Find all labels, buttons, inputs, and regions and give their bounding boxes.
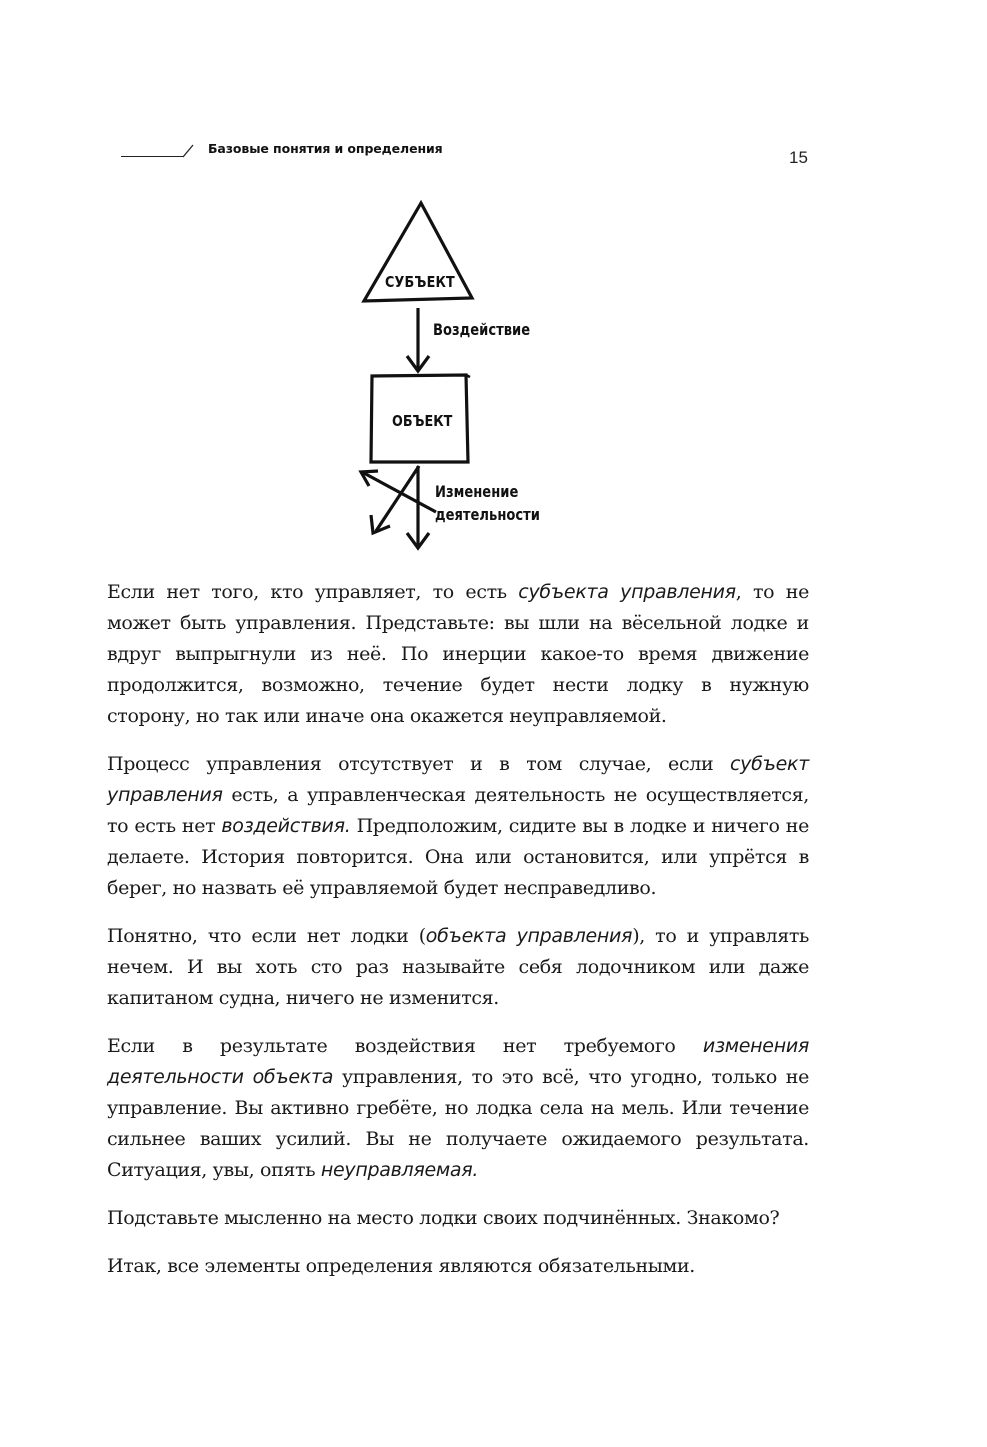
paragraph — [107, 921, 809, 1014]
paragraph-text: есть, а управленческая деятельность не осуществляется, то есть нет — [107, 784, 809, 837]
subject-label: СУБЪЕКТ — [385, 273, 455, 291]
header-rule — [121, 156, 183, 157]
emphasis-text: объекта управления — [425, 925, 633, 947]
paragraph — [107, 749, 809, 904]
emphasis-text: неуправляемая. — [320, 1159, 479, 1181]
paragraph-text: Если нет того, кто управляет, то есть — [107, 581, 519, 603]
emphasis-text: субъект управления — [107, 753, 809, 806]
paragraph — [107, 1031, 809, 1186]
paragraph-text: Итак, все элементы определения являются обязательными. — [107, 1255, 695, 1277]
emphasis-text: воздействия. — [221, 815, 351, 837]
section-title: Базовые понятия и определения — [208, 141, 443, 156]
object-label: ОБЪЕКТ — [392, 412, 453, 430]
paragraph — [107, 1251, 809, 1282]
paragraph — [107, 1203, 809, 1234]
paragraph-text: Процесс управления отсутствует и в том случае, если — [107, 753, 731, 775]
change-arrow-back — [362, 472, 436, 512]
impact-label: Воздействие — [433, 320, 531, 339]
paragraph-text: управления, то это всё, что угодно, только не управление. Вы активно гребёте, но лодка села на мель. Или течение сильнее ваших усилий. Вы не получаете ожидаемого результата. Ситуация, увы, опять — [107, 1066, 809, 1181]
paragraph-text: ), то и управлять нечем. И вы хоть сто раз называйте себя лодочником или даже капитаном судна, ничего не изменится. — [107, 925, 809, 1009]
change-label — [435, 480, 540, 526]
page-number: 15 — [789, 148, 808, 167]
paragraph-text: Подставьте мысленно на место лодки своих подчинённых. Знакомо? — [107, 1207, 780, 1229]
paragraph-text: , то не может быть управления. Представьте: вы шли на вёсельной лодке и вдруг выпрыгнули из неё. По инерции какое-то время движение продолжится, возможно, течение будет нести лодку в нужную сторону, но так или иначе она окажется неуправляемой. — [107, 581, 810, 727]
paragraph-text: Если в результате воздействия нет требуемого — [107, 1035, 703, 1057]
paragraph-text: Предположим, сидите вы в лодке и ничего не делаете. История повторится. Она или остановится, или упрётся в берег, но назвать её управляемой будет несправедливо. — [107, 815, 809, 899]
paragraph — [107, 577, 809, 732]
change-label-line2: деятельности — [435, 505, 540, 524]
body-text — [107, 577, 809, 1299]
management-diagram — [340, 190, 580, 560]
emphasis-text: субъекта управления — [518, 581, 736, 603]
emphasis-text: изменения деятельности объекта — [107, 1035, 809, 1088]
paragraph-text: Понятно, что если нет лодки ( — [107, 925, 426, 947]
change-label-line1: Изменение — [435, 482, 519, 501]
header-slash-mark — [181, 144, 195, 158]
